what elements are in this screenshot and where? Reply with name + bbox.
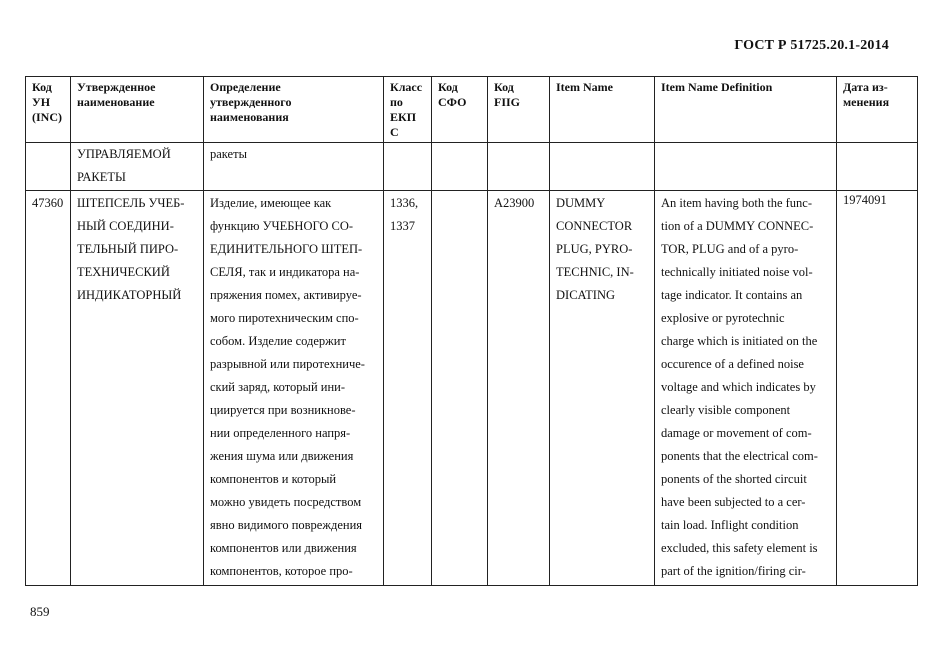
- cell-date: 1974091: [837, 191, 918, 586]
- cell-class: 1336, 1337: [384, 191, 432, 586]
- cell-fiig: A23900: [488, 191, 550, 586]
- cell-class: [384, 143, 432, 191]
- header-fiig: Код FIIG: [488, 77, 550, 143]
- header-item-definition: Item Name Definition: [655, 77, 837, 143]
- cell-date: [837, 143, 918, 191]
- cell-approved-name: ШТЕПСЕЛЬ УЧЕБ- НЫЙ СОЕДИНИ- ТЕЛЬНЫЙ ПИРО- ТЕХНИЧЕСКИЙ ИНДИКАТОРНЫЙ: [71, 191, 204, 586]
- cell-item-definition: An item having both the func- tion of a DUMMY CONNEC- TOR, PLUG and of a pyro- technically initiated noise vol- tage indicator. It contains an explosive or pyrotechnic charge which is initiated on the occurence of a defined noise voltage and which indicates by clearly visible component damage or movement of com- ponents that the electrical com- ponents of the shorted circuit have been subjected to a cer- tain load. Inflight condition excluded, this safety element is part of the ignition/firing cir-: [655, 191, 837, 586]
- header-item-name: Item Name: [550, 77, 655, 143]
- cell-fiig: [488, 143, 550, 191]
- header-definition: Определение утвержденного наименования: [204, 77, 384, 143]
- cell-item-definition: [655, 143, 837, 191]
- table-row: [26, 143, 918, 191]
- header-class: Класс по ЕКП С: [384, 77, 432, 143]
- cell-definition: Изделие, имеющее как функцию УЧЕБНОГО СО- ЕДИНИТЕЛЬНОГО ШТЕП- СЕЛЯ, так и индикатора на- пряжения помех, активируе- мого пиротехническим спо- собом. Изделие содержит разрывной или пиротехниче- ский заряд, который ини- циируется при возникнове- нии определенного напря- жения шума или движения компонентов и который можно увидеть посредством явно видимого повреждения компонентов или движения компонентов, которое про-: [204, 191, 384, 586]
- cell-approved-name: УПРАВЛЯЕМОЙ РАКЕТЫ: [71, 143, 204, 191]
- cell-sfo: [432, 143, 488, 191]
- page-number: 859: [30, 604, 50, 619]
- header-row: [26, 77, 918, 143]
- cell-definition: ракеты: [204, 143, 384, 191]
- table-row: [26, 191, 918, 586]
- document-code: ГОСТ Р 51725.20.1-2014: [734, 38, 889, 53]
- cell-item-name: DUMMY CONNECTOR PLUG, PYRO- TECHNIC, IN- DICATING: [550, 191, 655, 586]
- header-code: Код УН (INC): [26, 77, 71, 143]
- header-approved-name: Утвержденное наименование: [71, 77, 204, 143]
- cell-sfo: [432, 191, 488, 586]
- header-date: Дата из- менения: [837, 77, 918, 143]
- cell-code: 47360: [26, 191, 71, 586]
- cell-item-name: [550, 143, 655, 191]
- header-sfo: Код СФО: [432, 77, 488, 143]
- data-table: [25, 76, 918, 586]
- cell-code: [26, 143, 71, 191]
